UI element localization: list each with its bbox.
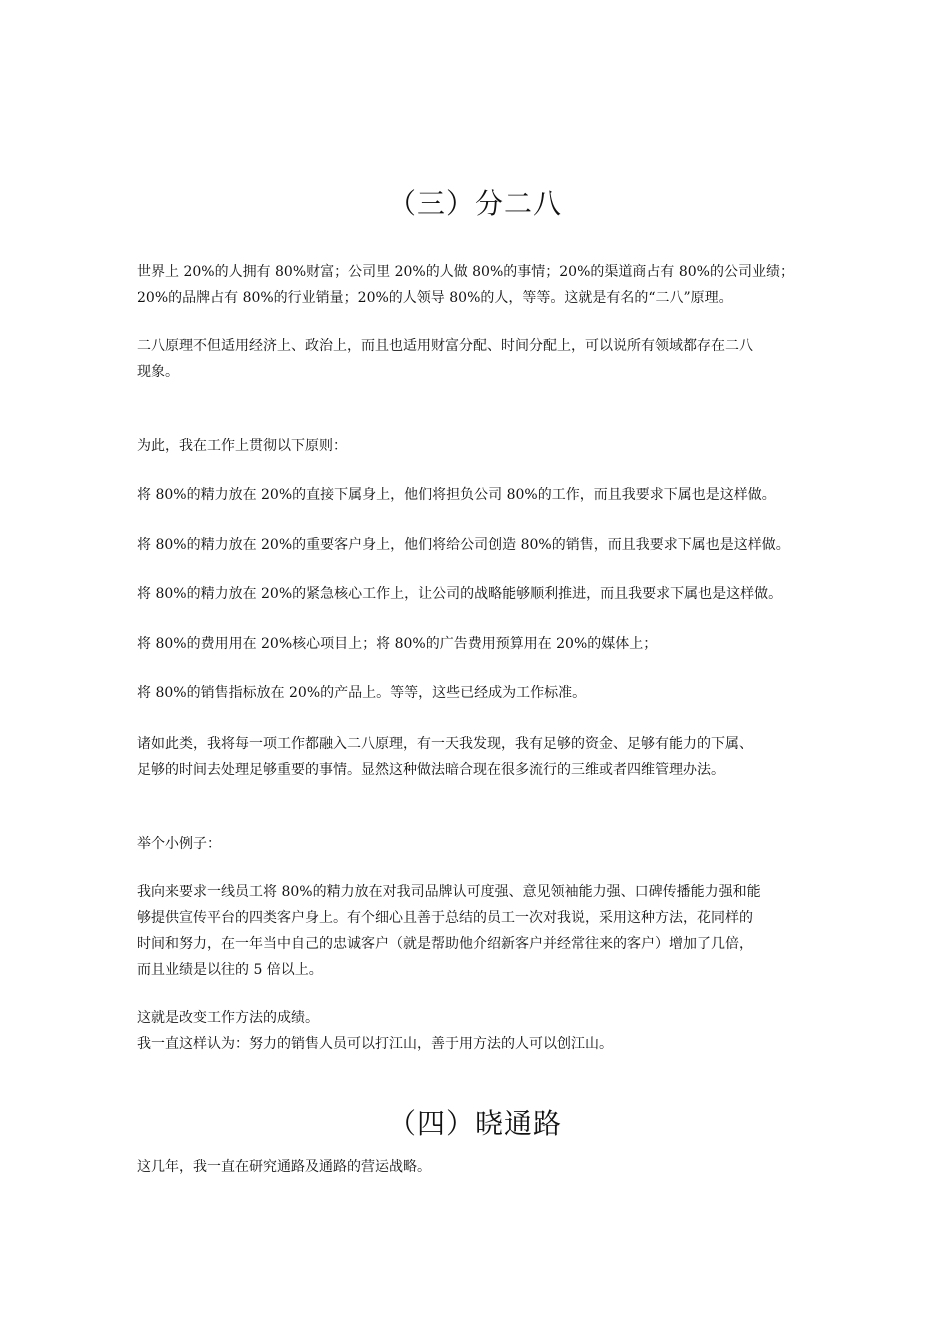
text-line: 为此，我在工作上贯彻以下原则： [137, 438, 347, 454]
paragraph-summary [137, 731, 817, 783]
text-line: 这就是改变工作方法的成绩。 [137, 1010, 319, 1026]
text-line: 足够的时间去处理足够重要的事情。显然这种做法暗合现在很多流行的三维或者四维管理办法。 [137, 762, 725, 778]
text-line: 世界上 20%的人拥有 80%财富；公司里 20%的人做 80%的事情；20%的渠道商占有 80%的公司业绩； [137, 264, 794, 280]
text-line: 够提供宣传平台的四类客户身上。有个细心且善于总结的员工一次对我说，采用这种方法，花同样的 [137, 910, 753, 926]
text-line: 将 80%的费用用在 20%核心项目上；将 80%的广告费用预算用在 20%的媒体上； [137, 636, 658, 652]
paragraph-example-intro [137, 831, 817, 857]
text-line: 诸如此类，我将每一项工作都融入二八原理，有一天我发现，我有足够的资金、足够有能力的下属、 [137, 736, 753, 752]
paragraph-pareto-examples [137, 259, 817, 311]
text-line: 我向来要求一线员工将 80%的精力放在对我司品牌认可度强、意见领袖能力强、口碑传播能力强和能 [137, 884, 761, 900]
paragraph-principle-sales-targets [137, 680, 817, 706]
text-line: 将 80%的精力放在 20%的重要客户身上，他们将给公司创造 80%的销售，而且我要求下属也是这样做。 [137, 537, 790, 553]
paragraph-principle-subordinates [137, 482, 817, 508]
paragraph-principle-core-work [137, 581, 817, 607]
paragraph-channel-intro [137, 1154, 817, 1180]
text-line: 我一直这样认为：努力的销售人员可以打江山，善于用方法的人可以创江山。 [137, 1036, 613, 1052]
text-line: 二八原理不但适用经济上、政治上，而且也适用财富分配、时间分配上，可以说所有领域都存在二八 [137, 338, 753, 354]
text-line: 将 80%的精力放在 20%的直接下属身上，他们将担负公司 80%的工作，而且我要求下属也是这样做。 [137, 487, 776, 503]
text-line: 将 80%的销售指标放在 20%的产品上。等等，这些已经成为工作标准。 [137, 685, 587, 701]
paragraph-example [137, 879, 817, 983]
paragraph-conclusion [137, 1005, 817, 1057]
text-line: 举个小例子： [137, 836, 221, 852]
paragraph-pareto-scope [137, 333, 817, 385]
text-line: 时间和努力，在一年当中自己的忠诚客户（就是帮助他介绍新客户并经常往来的客户）增加了几倍， [137, 936, 753, 952]
paragraph-principles-intro [137, 433, 817, 459]
paragraph-principle-costs [137, 631, 817, 657]
section-4-heading: （四）晓通路 [387, 1107, 562, 1140]
text-line: 现象。 [137, 364, 179, 380]
text-line: 将 80%的精力放在 20%的紧急核心工作上，让公司的战略能够顺利推进，而且我要求下属也是这样做。 [137, 586, 783, 602]
section-3-heading: （三）分二八 [387, 187, 562, 220]
paragraph-principle-customers [137, 532, 817, 558]
text-line: 这几年，我一直在研究通路及通路的营运战略。 [137, 1159, 431, 1175]
text-line: 而且业绩是以往的 5 倍以上。 [137, 962, 323, 978]
text-line: 20%的品牌占有 80%的行业销量；20%的人领导 80%的人，等等。这就是有名的“二八”原理。 [137, 290, 733, 306]
